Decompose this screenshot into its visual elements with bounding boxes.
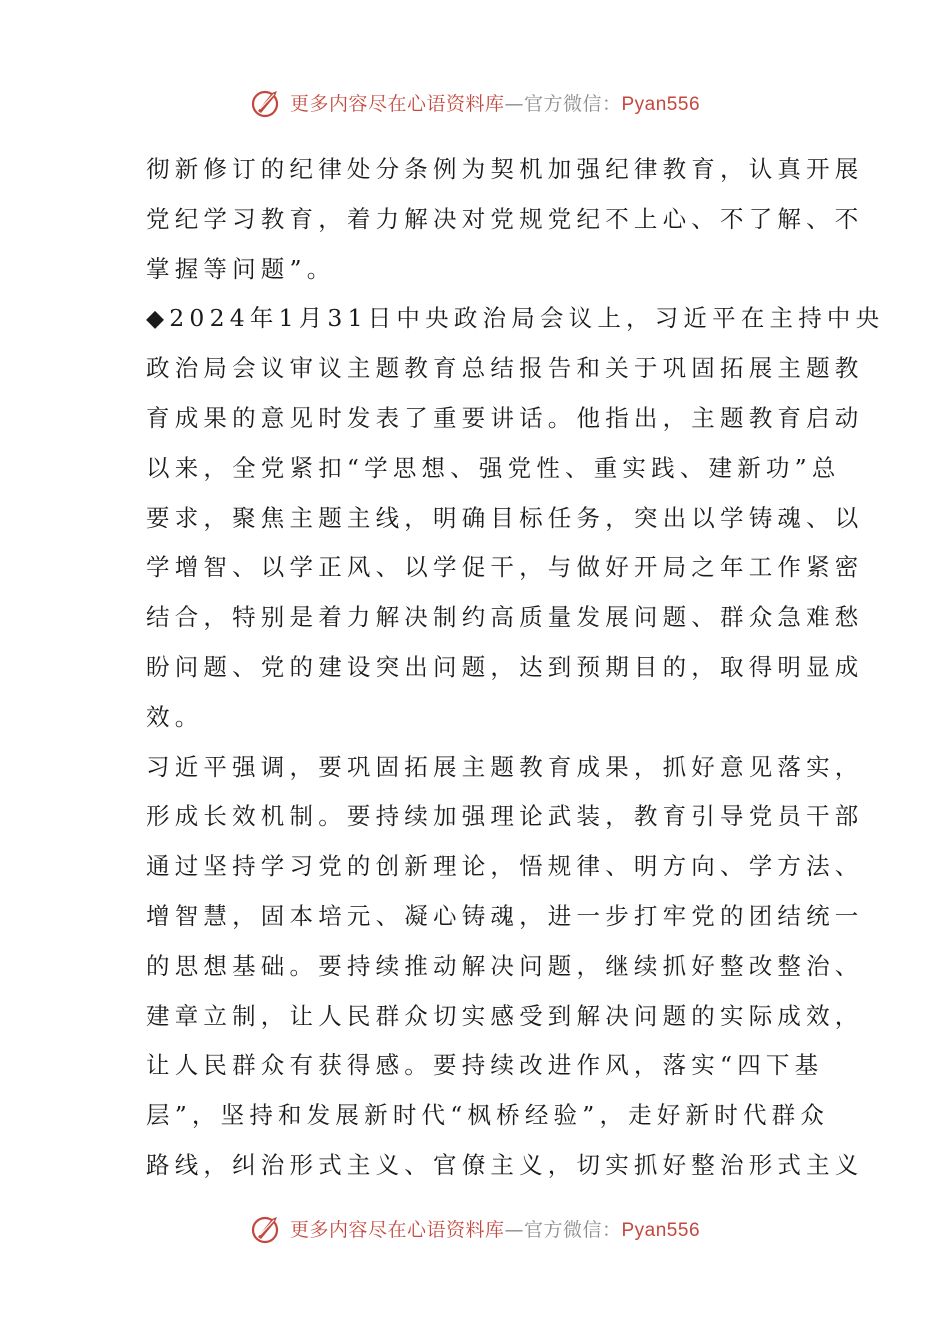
paragraph-3 xyxy=(146,743,864,1191)
text-line: 结合，特别是着力解决制约高质量发展问题、群众急难愁 xyxy=(146,603,864,632)
watermark-footer xyxy=(0,1208,950,1248)
text-line: 习近平强调，要巩固拓展主题教育成果，抓好意见落实， xyxy=(146,752,864,781)
text-line: 以来，全党紧扣“学思想、强党性、重实践、建新功”总 xyxy=(146,453,841,482)
text-line: 让人民群众有获得感。要持续改进作风，落实“四下基 xyxy=(146,1051,824,1080)
document-body xyxy=(146,145,885,1191)
watermark-dash: — xyxy=(504,92,524,115)
text-line: 建章立制，让人民群众切实感受到解决问题的实际成效， xyxy=(146,1001,864,1030)
text-line: 增智慧，固本培元、凝心铸魂，进一步打牢党的团结统一 xyxy=(146,901,864,930)
text-line: ◆2024年1月31日中央政治局会议上，习近平在主持中央 xyxy=(146,304,885,333)
text-line: 的思想基础。要持续推动解决问题，继续抓好整改整治、 xyxy=(146,951,864,980)
text-line: 效。 xyxy=(146,702,204,731)
text-line: 彻新修订的纪律处分条例为契机加强纪律教育，认真开展 xyxy=(146,155,864,183)
watermark-account: Pyan556 xyxy=(621,93,701,115)
paragraph-2 xyxy=(146,294,885,742)
text-line: 形成长效机制。要持续加强理论武装，教育引导党员干部 xyxy=(146,802,864,831)
text-line: 政治局会议审议主题教育总结报告和关于巩固拓展主题教 xyxy=(146,354,864,383)
text-line: 党纪学习教育，着力解决对党规党纪不上心、不了解、不 xyxy=(146,204,864,233)
text-line: 层”，坚持和发展新时代“枫桥经验”，走好新时代群众 xyxy=(146,1101,830,1130)
text-line: 通过坚持学习党的创新理论，悟规律、明方向、学方法、 xyxy=(146,852,864,881)
watermark-brand: 更多内容尽在心语资料库 xyxy=(289,92,505,115)
paragraph-1 xyxy=(146,145,864,294)
watermark-account: Pyan556 xyxy=(621,1219,701,1241)
text-line: 路线，纠治形式主义、官僚主义，切实抓好整治形式主义 xyxy=(146,1150,864,1179)
text-line: 要求，聚焦主题主线，明确目标任务，突出以学铸魂、以 xyxy=(146,503,864,532)
watermark-text xyxy=(290,1215,700,1242)
watermark-header xyxy=(0,82,950,122)
watermark-brand: 更多内容尽在心语资料库 xyxy=(289,1218,505,1241)
pen-nib-circle-icon xyxy=(250,85,284,119)
text-line: 学增智、以学正风、以学促干，与做好开局之年工作紧密 xyxy=(146,553,864,582)
watermark-label: 官方微信： xyxy=(523,92,622,115)
watermark-text xyxy=(290,89,700,116)
text-line: 盼问题、党的建设突出问题，达到预期目的，取得明显成 xyxy=(146,652,864,681)
pen-nib-circle-icon xyxy=(250,1211,284,1245)
watermark-label: 官方微信： xyxy=(523,1218,622,1241)
watermark-dash: — xyxy=(504,1218,524,1241)
text-line: 掌握等问题”。 xyxy=(146,254,336,283)
text-line: 育成果的意见时发表了重要讲话。他指出，主题教育启动 xyxy=(146,403,864,432)
